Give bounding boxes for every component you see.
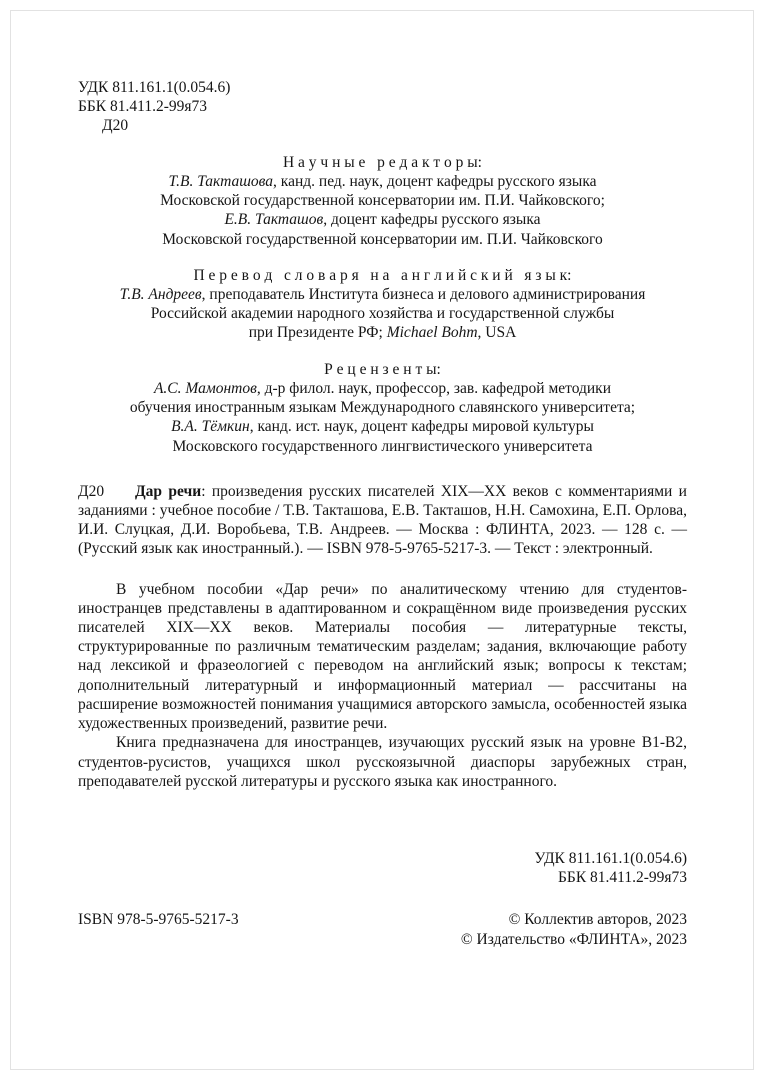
translation-heading: П е р е в о д с л о в а р я н а а н г л и й с к и й я з ы к: bbox=[193, 266, 572, 284]
catalog-text: : произведения русских писателей XIX—XX веков с комментариями и заданиями : учебное пособие / Т.В. Такташова, Е.В. Такташов, Н.Н. Самохина, Е.П. Орлова, И.И. Слуцкая, Д.И. Воробьева, Т.В. Андреев. — Москва : ФЛИНТА, 2023. — 128 с. — (Русский язык как иностранный.). — ISBN 978-5-9765-5217-3. — Текст : электронный. bbox=[78, 482, 687, 558]
editor-line: Московской государственной консерватории им. П.И. Чайковского bbox=[162, 230, 603, 248]
annotation-block bbox=[78, 580, 687, 791]
author-sign-top: Д20 bbox=[102, 117, 129, 135]
reviewer-line: обучения иностранным языкам Международного славянского университета; bbox=[129, 399, 636, 417]
translator-line bbox=[78, 323, 687, 342]
reviewers-heading: Р е ц е н з е н т ы: bbox=[324, 360, 441, 378]
reviewer-line: Московского государственного лингвистического университета bbox=[172, 437, 593, 455]
isbn-number: ISBN 978-5-9765-5217-3 bbox=[78, 911, 239, 929]
editor-line bbox=[78, 210, 687, 229]
annotation-paragraph: Книга предназначена для иностранцев, изучающих русский язык на уровне B1-B2, студентов-русистов, учащихся школ русскоязычной диаспоры зарубежных стран, преподавателей русской литературы и русского языка как иностранного. bbox=[78, 734, 687, 790]
reviewer-line bbox=[78, 379, 687, 398]
classification-block bbox=[78, 78, 687, 136]
reviewers-block bbox=[78, 360, 687, 456]
editor-credentials: , канд. пед. наук, доцент кафедры русского языка bbox=[273, 172, 597, 190]
reviewer-line bbox=[78, 417, 687, 436]
editor-credentials: , доцент кафедры русского языка bbox=[323, 211, 541, 229]
catalog-entry bbox=[78, 482, 687, 559]
editors-heading: Н а у ч н ы е р е д а к т о р ы: bbox=[282, 153, 482, 171]
editor-line bbox=[78, 172, 687, 191]
editor-name: Т.В. Такташова bbox=[168, 172, 274, 190]
copyright-publisher: © Издательство «ФЛИНТА», 2023 bbox=[460, 930, 687, 948]
editor-name: Е.В. Такташов bbox=[224, 211, 324, 229]
reviewer-credentials: , канд. ист. наук, доцент кафедры мировой культуры bbox=[249, 418, 594, 436]
copyright-authors: © Коллектив авторов, 2023 bbox=[508, 911, 687, 929]
translator-line: Российской академии народного хозяйства и государственной службы bbox=[150, 305, 615, 323]
reviewer-name: В.А. Тёмкин bbox=[171, 418, 250, 436]
copyright-block bbox=[461, 910, 687, 948]
isbn-copyright-row bbox=[78, 910, 687, 948]
reviewer-name: А.С. Мамонтов bbox=[153, 379, 257, 397]
translator-name: Т.В. Андреев bbox=[119, 285, 202, 303]
udk-code-bottom: УДК 811.161.1(0.054.6) bbox=[534, 850, 687, 867]
bbk-code-bottom: ББК 81.411.2-99я73 bbox=[558, 869, 687, 887]
translator-credentials: , преподаватель Института бизнеса и делового администрирования bbox=[201, 285, 646, 303]
bbk-code-top: ББК 81.411.2-99я73 bbox=[78, 98, 207, 116]
dictionary-translation-block bbox=[78, 266, 687, 343]
editor-line: Московской государственной консерватории им. П.И. Чайковского; bbox=[160, 192, 605, 210]
book-title: Дар речи bbox=[135, 482, 202, 500]
translator-name: Michael Bohm bbox=[386, 324, 478, 342]
translator-line bbox=[78, 285, 687, 304]
translator-country: , USA bbox=[477, 324, 517, 342]
classification-block-bottom bbox=[78, 849, 687, 887]
catalog-description bbox=[78, 482, 687, 559]
annotation-paragraph: В учебном пособии «Дар речи» по аналитическому чтению для студентов-иностранцев представлены в адаптированном и сокращённом виде произведения русских писателей XIX—XX веков. Материалы пособия — литературные тексты, структурированные по различным тематическим разделам; задания, включающие работу над лексикой и фразеологией с переводом на английский язык; вопросы к текстам; дополнительный литературный и информационный материал — рассчитаны на расширение возможностей понимания учащимися авторского замысла, особенностей языка художественных произведений, развитие речи. bbox=[78, 580, 687, 733]
reviewer-credentials: , д-р филол. наук, профессор, зав. кафедрой методики bbox=[256, 379, 612, 397]
author-sign-catalog: Д20 bbox=[78, 482, 105, 500]
translator-credentials: при Президенте РФ; bbox=[248, 324, 387, 342]
scientific-editors-block bbox=[78, 153, 687, 249]
udk-code-top: УДК 811.161.1(0.054.6) bbox=[78, 79, 231, 96]
